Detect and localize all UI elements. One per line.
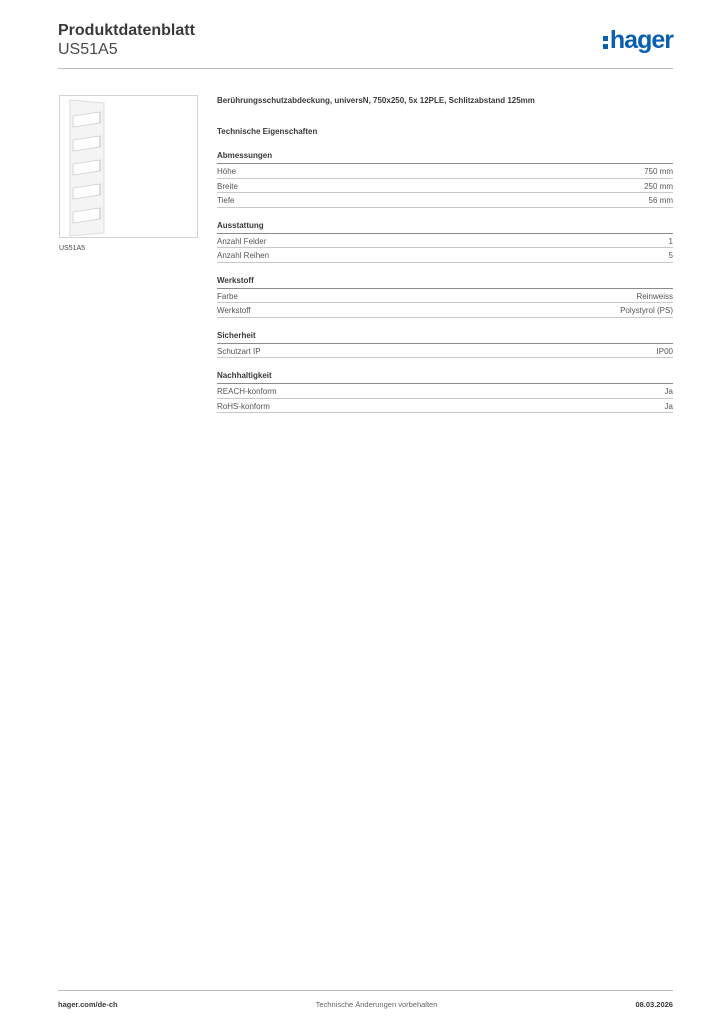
spec-row — [217, 399, 673, 414]
section-nachhaltigkeit — [217, 371, 673, 413]
footer-notice: Technische Änderungen vorbehalten — [315, 1000, 438, 1009]
spec-label: RoHS-konform — [217, 401, 270, 411]
spec-label: Anzahl Reihen — [217, 251, 270, 260]
spec-row — [217, 164, 673, 179]
logo-text: hager — [609, 26, 673, 54]
article-number: US51A5 — [58, 41, 118, 58]
footer-date: 08.03.2026 — [635, 1000, 673, 1009]
spec-value: Ja — [664, 401, 673, 411]
product-image — [59, 95, 198, 238]
spec-label: Werkstoff — [217, 306, 251, 315]
spec-value: Ja — [664, 387, 673, 396]
section-title: Sicherheit — [217, 331, 673, 344]
spec-value: IP00 — [656, 346, 673, 356]
spec-row — [217, 384, 673, 399]
spec-label: Schutzart IP — [217, 346, 261, 356]
image-caption: US51A5 — [59, 245, 86, 252]
product-description: Berührungsschutzabdeckung, universN, 750x250, 5x 12PLE, Schlitzabstand 125mm — [217, 96, 535, 105]
spec-label: REACH-konform — [217, 387, 277, 396]
section-title: Nachhaltigkeit — [217, 371, 673, 384]
document-title: Produktdatenblatt — [58, 22, 195, 39]
spec-row — [217, 193, 673, 208]
section-sicherheit — [217, 331, 673, 359]
spec-value: Polystyrol (PS) — [620, 306, 673, 315]
spec-row — [217, 179, 673, 194]
hager-logo — [603, 28, 673, 53]
spec-label: Höhe — [217, 167, 237, 176]
spec-value: 750 mm — [644, 167, 673, 176]
section-abmessungen — [217, 151, 673, 208]
footer-website-link[interactable]: hager.com/de-ch — [58, 1000, 118, 1009]
spec-label: Anzahl Felder — [217, 236, 267, 246]
spec-row — [217, 303, 673, 318]
page-header — [58, 22, 673, 69]
spec-row — [217, 248, 673, 263]
section-werkstoff — [217, 276, 673, 318]
spec-value: 5 — [668, 251, 673, 260]
spec-label: Farbe — [217, 291, 238, 301]
spec-value: 1 — [668, 236, 673, 246]
section-ausstattung — [217, 221, 673, 263]
logo-mark-icon — [603, 36, 608, 49]
page-footer — [58, 990, 673, 1009]
tech-heading: Technische Eigenschaften — [217, 127, 318, 136]
spec-row — [217, 344, 673, 359]
spec-label: Tiefe — [217, 196, 235, 205]
spec-value: 250 mm — [644, 181, 673, 191]
section-title: Abmessungen — [217, 151, 673, 164]
cover-panel-icon — [60, 96, 197, 237]
spec-row — [217, 234, 673, 249]
section-title: Werkstoff — [217, 276, 673, 289]
spec-row — [217, 289, 673, 304]
product-details — [217, 96, 673, 413]
section-title: Ausstattung — [217, 221, 673, 234]
spec-label: Breite — [217, 181, 238, 191]
spec-value: Reinweiss — [636, 291, 673, 301]
spec-value: 56 mm — [648, 196, 673, 205]
